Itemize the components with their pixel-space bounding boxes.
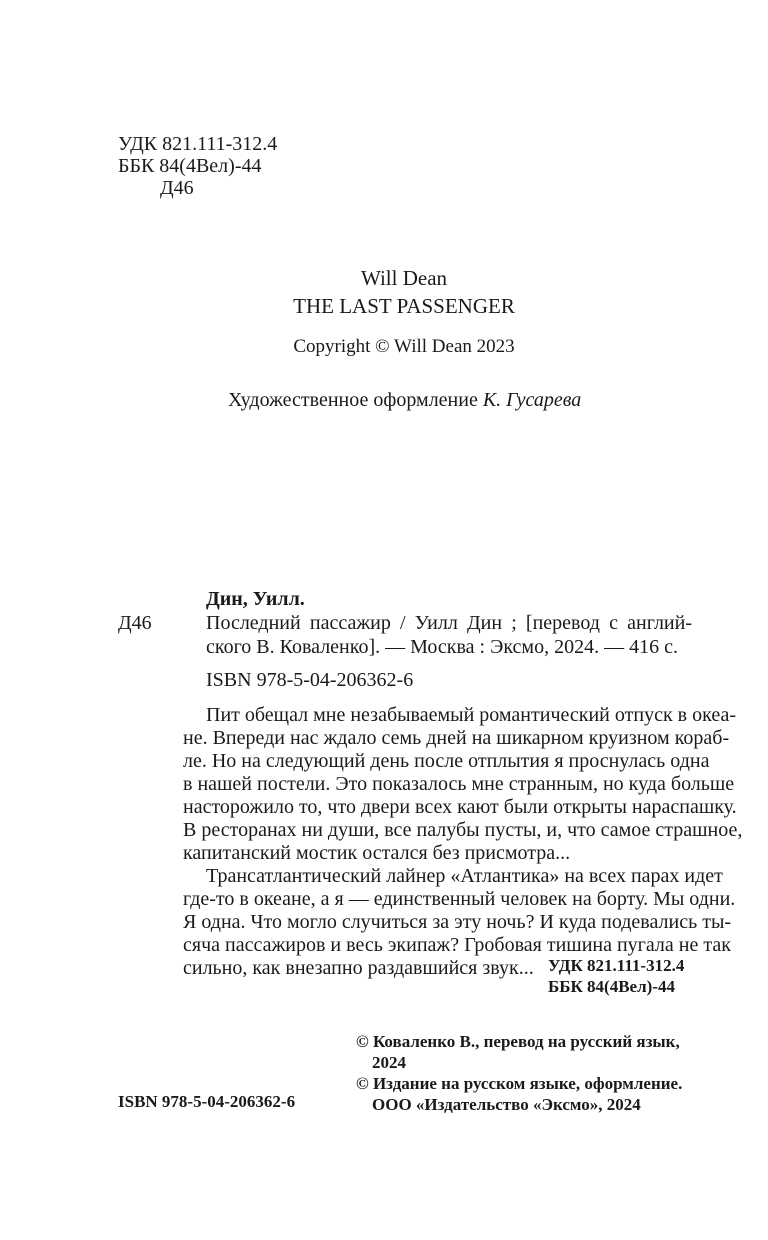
- annotation-line: сяча пассажиров и весь экипаж? Гробовая тишина пугала не так: [183, 934, 731, 956]
- annotation-line: Я одна. Что могло случиться за эту ночь? И куда подевались ты-: [183, 911, 732, 933]
- annotation-line: ле. Но на следующий день после отплытия я проснулась одна: [183, 750, 710, 772]
- design-credit-label: Художественное оформление: [228, 389, 478, 411]
- author-mark: Д46: [160, 177, 194, 199]
- bottom-isbn: ISBN 978-5-04-206362-6: [118, 1092, 296, 1111]
- annotation-line: Трансатлантический лайнер «Атлантика» на всех парах идет: [206, 865, 723, 887]
- catalog-heading: Дин, Уилл.: [206, 588, 305, 610]
- design-credit-name: К. Гусарева: [482, 389, 582, 411]
- annotation-line: Пит обещал мне незабываемый романтический отпуск в океа-: [206, 704, 736, 726]
- copyright-line: Copyright © Will Dean 2023: [293, 336, 515, 357]
- annotation-line: не. Впереди нас ждало семь дней на шикарном круизном кораб-: [183, 727, 730, 749]
- annotation-line: капитанский мостик остался без присмотра...: [183, 842, 571, 864]
- footer-bbk: ББК 84(4Вел)-44: [548, 977, 675, 996]
- design-credit: [228, 388, 581, 412]
- annotation-line: в нашей постели. Это показалось мне странным, но куда больше: [183, 773, 735, 795]
- rights-translation: © Коваленко В., перевод на русский язык,: [356, 1032, 680, 1051]
- original-author: Will Dean: [360, 266, 448, 290]
- rights-publisher: ООО «Издательство «Эксмо», 2024: [372, 1095, 641, 1114]
- footer-udk: УДК 821.111-312.4: [548, 956, 685, 975]
- catalog-desc-line1: Последний пассажир / Уилл Дин ; [перевод с англий-: [206, 612, 692, 634]
- original-title: THE LAST PASSENGER: [293, 294, 515, 318]
- catalog-mark: Д46: [118, 612, 152, 634]
- rights-translation-year: 2024: [372, 1053, 406, 1072]
- annotation-line: где-то в океане, а я — единственный человек на борту. Мы одни.: [183, 888, 736, 910]
- catalog-desc-line2: ского В. Коваленко]. — Москва : Эксмо, 2024. — 416 с.: [206, 636, 678, 658]
- catalog-isbn: ISBN 978-5-04-206362-6: [206, 669, 414, 691]
- bbk-code: ББК 84(4Вел)-44: [118, 155, 262, 177]
- annotation-line: насторожило то, что двери всех кают были открыты нараспашку.: [183, 796, 737, 818]
- annotation-line: сильно, как внезапно раздавшийся звук...: [183, 957, 534, 979]
- annotation-line: В ресторанах ни души, все палубы пусты, и, что самое страшное,: [183, 819, 743, 841]
- udk-code: УДК 821.111-312.4: [118, 133, 278, 155]
- rights-edition: © Издание на русском языке, оформление.: [356, 1074, 683, 1093]
